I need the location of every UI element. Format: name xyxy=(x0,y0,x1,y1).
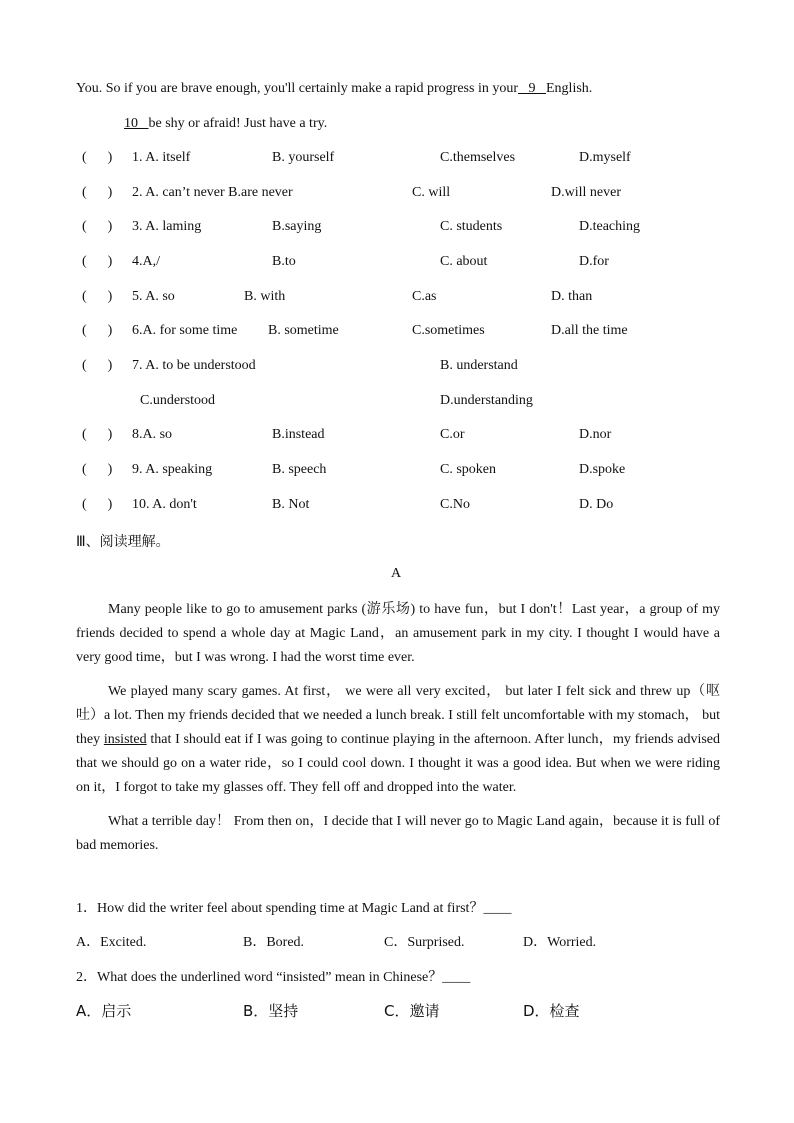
option-c[interactable]: C．邀请 xyxy=(384,1002,440,1020)
option-c: C. students xyxy=(440,219,503,234)
option-c[interactable]: C．Surprised. xyxy=(384,935,465,950)
option-c: C.themselves xyxy=(440,150,516,165)
answer-paren[interactable]: ( ) xyxy=(82,358,113,373)
passage-paragraph-3: What a terrible day！ From then on，I decide that I will never go to Magic Land again，because it is full of bad memories. xyxy=(76,814,720,853)
option-c: C.as xyxy=(412,289,437,304)
reading-passage xyxy=(76,598,720,868)
option-a: 7. A. to be understood xyxy=(132,358,256,373)
option-c: C. spoken xyxy=(440,462,496,477)
question-row-7-cont xyxy=(76,393,726,413)
passage-paragraph-2-start: We played many scary games. At first， we were all very excited， but later I felt sick and threw up（呕吐）a lot. Then my friends decided that we needed a lunch break. I still felt uncomfortable with my stomach， but they xyxy=(76,684,720,747)
answer-paren[interactable]: ( ) xyxy=(82,185,113,200)
reading-question-1-stem: 1．How did the writer feel about spending time at Magic Land at first？____ xyxy=(76,901,512,916)
option-b: B. with xyxy=(244,289,286,304)
option-d: D.understanding xyxy=(440,393,533,408)
option-b: B. sometime xyxy=(268,323,339,338)
reading-question-1-options xyxy=(76,931,726,951)
option-d: D. Do xyxy=(579,497,614,512)
option-a[interactable]: A．启示 xyxy=(76,1002,132,1020)
question-row-5 xyxy=(76,289,726,309)
option-b[interactable]: B．Bored. xyxy=(243,935,305,950)
option-c: C. will xyxy=(412,185,451,200)
question-row-10 xyxy=(76,497,726,517)
cloze-line-1-text: You. So if you are brave enough, you'll certainly make a rapid progress in your xyxy=(76,81,518,96)
option-d: D.spoke xyxy=(579,462,626,477)
cloze-line-1-end: English. xyxy=(546,81,593,96)
blank-9: 9 xyxy=(518,81,546,96)
option-c: C. about xyxy=(440,254,488,269)
reading-question-2-stem: 2．What does the underlined word “insisted” mean in Chinese？____ xyxy=(76,970,471,985)
cloze-line-1 xyxy=(76,81,592,97)
answer-paren[interactable]: ( ) xyxy=(82,323,113,338)
option-c: C.sometimes xyxy=(412,323,485,338)
option-b: B. speech xyxy=(272,462,327,477)
option-b: B. understand xyxy=(440,358,518,373)
answer-paren[interactable]: ( ) xyxy=(82,427,113,442)
question-row-1 xyxy=(76,150,726,170)
option-d: D.myself xyxy=(579,150,631,165)
question-row-4 xyxy=(76,254,726,274)
option-a: 9. A. speaking xyxy=(132,462,213,477)
blank-10: 10 xyxy=(124,116,149,131)
answer-paren[interactable]: ( ) xyxy=(82,219,113,234)
question-row-2 xyxy=(76,185,726,205)
option-a: 8.A. so xyxy=(132,427,173,442)
answer-paren[interactable]: ( ) xyxy=(82,462,113,477)
cloze-line-2-end: be shy or afraid! Just have a try. xyxy=(148,116,328,131)
option-a[interactable]: A．Excited. xyxy=(76,935,147,950)
answer-paren[interactable]: ( ) xyxy=(82,150,113,165)
option-a: 4.A,/ xyxy=(132,254,160,269)
passage-paragraph-2-end: that I should eat if I was going to continue playing in the afternoon. After lunch，my friends advised that we should go on a water ride，so I could cool down. I thought it was a good idea. But when we were riding on it，I forgot to take my glasses off. They fell off and dropped into the water. xyxy=(76,732,721,795)
underlined-word: insisted xyxy=(103,732,147,747)
option-a: 5. A. so xyxy=(132,289,175,304)
passage-paragraph-2 xyxy=(76,680,720,800)
question-row-6 xyxy=(76,323,726,343)
answer-paren[interactable]: ( ) xyxy=(82,497,113,512)
answer-paren[interactable]: ( ) xyxy=(82,289,113,304)
question-row-7 xyxy=(76,358,726,378)
cloze-line-2 xyxy=(124,116,327,132)
option-d[interactable]: D．检查 xyxy=(523,1002,580,1020)
option-b: B. Not xyxy=(272,497,310,512)
passage-label: A xyxy=(391,566,402,581)
option-b: B. yourself xyxy=(272,150,335,165)
option-d[interactable]: D．Worried. xyxy=(523,935,597,950)
passage-paragraph-1: Many people like to go to amusement parks (游乐场) to have fun，but I don't！Last year，a group of my friends decided to spend a whole day at Magic Land，an amusement park in my city. I thought I would have a very good time，but I was wrong. I had the worst time ever. xyxy=(76,602,720,665)
question-row-9 xyxy=(76,462,726,482)
option-b: B.to xyxy=(272,254,296,269)
question-row-3 xyxy=(76,219,726,239)
option-b: B.instead xyxy=(272,427,325,442)
option-d: D. than xyxy=(551,289,593,304)
option-b: B.saying xyxy=(272,219,322,234)
option-c: C.No xyxy=(440,497,470,512)
option-a: 6.A. for some time xyxy=(132,323,238,338)
option-b[interactable]: B．坚持 xyxy=(243,1002,299,1020)
option-c: C.or xyxy=(440,427,465,442)
answer-paren[interactable]: ( ) xyxy=(82,254,113,269)
option-a: 10. A. don't xyxy=(132,497,197,512)
option-d: D.teaching xyxy=(579,219,641,234)
option-d: D.for xyxy=(579,254,609,269)
reading-question-2-options xyxy=(76,1000,726,1020)
option-d: D.nor xyxy=(579,427,612,442)
option-a: 2. A. can’t never B.are never xyxy=(132,185,293,200)
option-a: 1. A. itself xyxy=(132,150,191,165)
option-d: D.all the time xyxy=(551,323,628,338)
option-d: D.will never xyxy=(551,185,621,200)
question-row-8 xyxy=(76,427,726,447)
section-title: Ⅲ、阅读理解。 xyxy=(76,534,170,550)
option-a: 3. A. laming xyxy=(132,219,202,234)
option-c: C.understood xyxy=(140,393,216,408)
